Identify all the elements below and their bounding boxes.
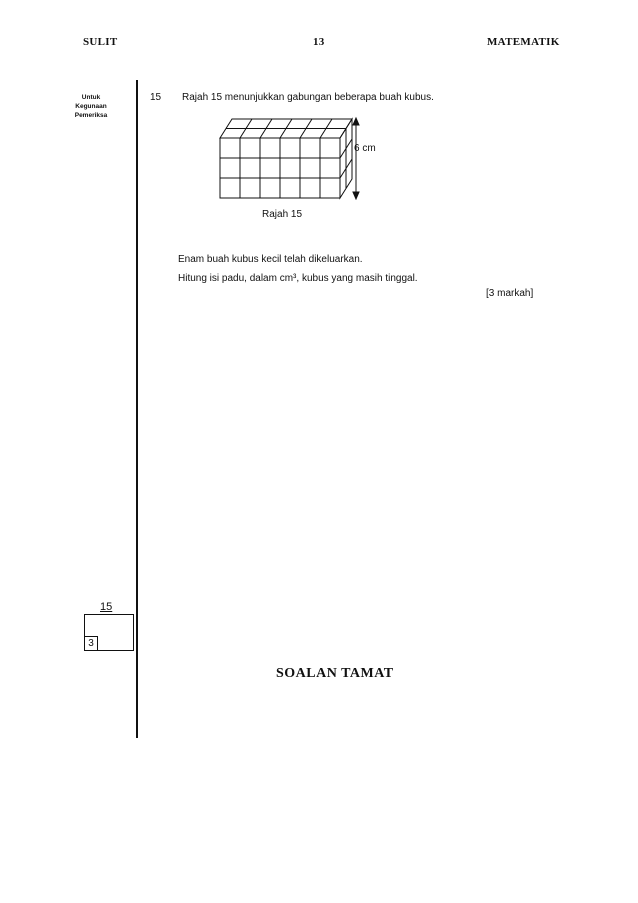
figure-caption: Rajah 15 xyxy=(262,209,303,220)
height-dimension-arrow xyxy=(353,118,359,199)
score-box-question-number: 15 xyxy=(100,601,113,613)
question-number: 15 xyxy=(150,92,162,103)
examiner-note-line-2: Kegunaan xyxy=(75,103,107,110)
marks-allocation: [3 markah] xyxy=(486,288,534,299)
question-task: Hitung isi padu, dalam cm³, kubus yang masih tinggal. xyxy=(178,273,418,284)
header-sulit: SULIT xyxy=(83,36,118,48)
question-intro: Rajah 15 menunjukkan gabungan beberapa buah kubus. xyxy=(182,92,434,103)
margin-divider xyxy=(136,80,138,738)
dimension-label: 6 cm xyxy=(354,143,376,154)
end-of-questions: SOALAN TAMAT xyxy=(276,666,394,681)
examiner-use-note xyxy=(62,93,120,120)
question-statement: Enam buah kubus kecil telah dikeluarkan. xyxy=(178,254,363,265)
header-subject: MATEMATIK xyxy=(487,36,560,48)
examiner-note-line-3: Pemeriksa xyxy=(74,112,108,119)
page-number: 13 xyxy=(313,36,325,48)
score-box-max-marks: 3 xyxy=(84,636,98,651)
examiner-note-line-1: Untuk xyxy=(81,94,101,101)
cube-diagram xyxy=(200,110,360,200)
